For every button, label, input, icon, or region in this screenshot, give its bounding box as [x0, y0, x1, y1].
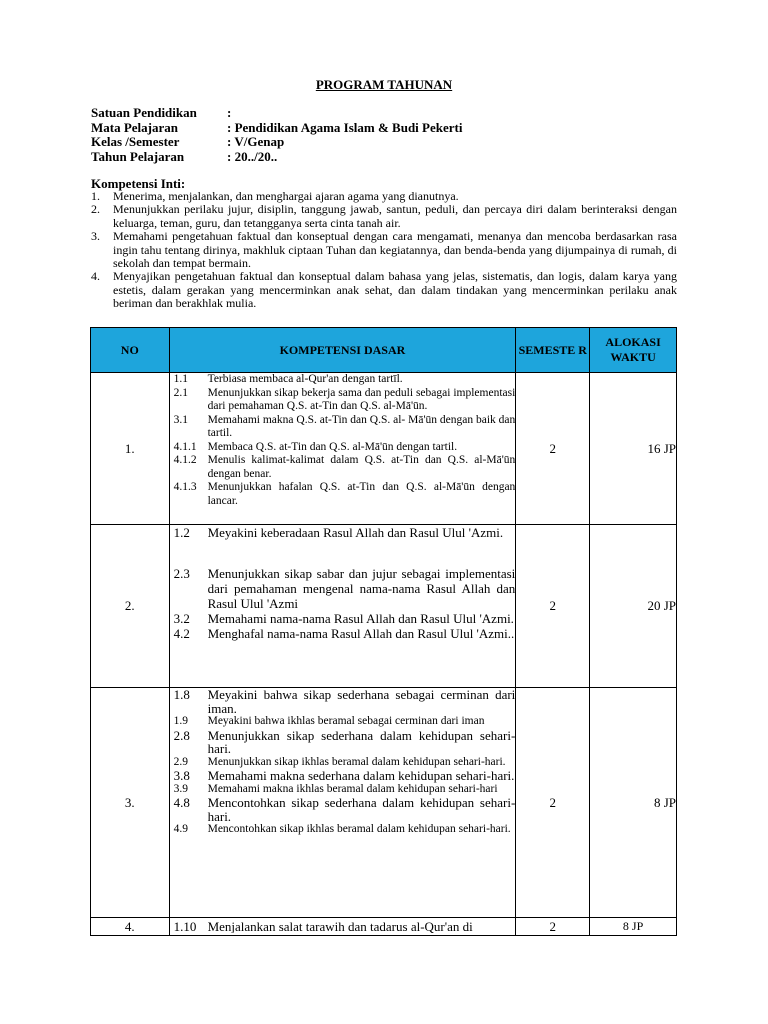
info-value: : V/Genap — [227, 134, 285, 149]
alokasi-value: 20 JP — [590, 525, 677, 688]
kd-item — [170, 729, 516, 756]
kd-text: Meyakini keberadaan Rasul Allah dan Rasul Ulul 'Azmi. — [207, 525, 504, 540]
kd-text: Menunjukkan sikap bekerja sama dan peduli sebagai implementasi dari pemahaman Q.S. at-Tin dan Q.S. al-Mā'ūn. — [207, 386, 516, 412]
info-value: : — [227, 105, 232, 120]
kd-number: 1.2 — [173, 525, 190, 540]
kd-text: Menjalankan salat tarawih dan tadarus al-Qur'an di — [207, 919, 473, 934]
kd-item — [170, 715, 516, 729]
kd-item — [170, 823, 516, 837]
kd-item — [170, 414, 516, 441]
info-value: : 20../20.. — [227, 148, 278, 164]
kd-text: Menunjukkan sikap sederhana dalam kehidupan sehari-hari. — [207, 727, 516, 756]
kd-number: 4.2 — [173, 626, 190, 641]
table-header-row — [91, 328, 677, 373]
header-kompetensi-dasar: KOMPETENSI DASAR — [169, 328, 516, 373]
kompetensi-inti-list — [91, 190, 677, 311]
kd-number: 4.1.1 — [173, 440, 197, 453]
kd-cell — [169, 918, 516, 936]
kd-text: Menunjukkan sikap ikhlas beramal dalam kehidupan sehari-hari. — [207, 755, 506, 768]
kd-number: 2.1 — [173, 386, 188, 399]
kd-number: 3.8 — [173, 768, 190, 783]
kd-item — [170, 769, 516, 783]
info-label: Tahun Pelajaran — [91, 148, 185, 164]
list-number: 2. — [91, 202, 100, 217]
kd-item — [170, 387, 516, 414]
kd-text: Meyakini bahwa ikhlas beramal sebagai cerminan dari iman — [207, 715, 485, 727]
kd-number: 4.1.2 — [173, 454, 197, 466]
row-number: 1. — [91, 373, 170, 525]
kd-item — [170, 920, 516, 934]
kd-item — [170, 796, 516, 823]
list-text: Menyajikan pengetahuan faktual dan konseptual dalam bahasa yang jelas, sistematis, dan logis, dalam karya yang estetis, dalam gerakan yang mencerminkan anak sehat, dan dalam tindakan yang mencerminkan perilaku anak beriman dan berakhlak mulia. — [113, 269, 677, 311]
header-alokasi-waktu: ALOKASI WAKTU — [590, 328, 677, 373]
kd-text: Memahami nama-nama Rasul Allah dan Rasul Ulul 'Azmi. — [207, 611, 514, 626]
info-label: Kelas /Semester — [91, 134, 180, 149]
list-text: Menerima, menjalankan, dan menghargai ajaran agama yang dianutnya. — [113, 189, 459, 203]
kd-item — [170, 566, 516, 611]
kd-text: Mencontohkan sikap ikhlas beramal dalam kehidupan sehari-hari. — [207, 823, 511, 835]
semester-value: 2 — [516, 373, 590, 525]
kd-text: Menghafal nama-nama Rasul Allah dan Rasul Ulul 'Azmi.. — [207, 626, 515, 641]
header-semester: SEMESTE R — [516, 328, 590, 373]
kd-text: Meyakini bahwa sikap sederhana sebagai cerminan dari iman. — [207, 687, 516, 716]
kd-number: 1.10 — [173, 918, 197, 934]
kd-text: Terbiasa membaca al-Qur'an dengan tartīl. — [207, 373, 403, 385]
alokasi-value: 8 JP — [590, 918, 677, 936]
kd-text: Menunjukkan hafalan Q.S. at-Tin dan Q.S. al-Mā'ūn dengan lancar. — [207, 481, 516, 507]
kd-item — [170, 525, 516, 540]
kd-text: Menulis kalimat-kalimat dalam Q.S. at-Tin dan Q.S. al-Mā'ūn dengan benar. — [207, 454, 516, 480]
list-item — [91, 270, 677, 310]
table-row — [91, 525, 677, 688]
info-row — [91, 135, 462, 150]
table-row — [91, 918, 677, 936]
kd-text: Memahami makna ikhlas beramal dalam kehidupan sehari-hari — [207, 782, 498, 795]
kd-text: Memahami makna Q.S. at-Tin dan Q.S. al- Mā'ūn dengan baik dan tartil. — [207, 413, 516, 439]
kd-item — [170, 454, 516, 481]
list-item — [91, 190, 677, 203]
kd-number: 3.1 — [173, 413, 188, 426]
kd-number: 3.2 — [173, 611, 190, 626]
row-number: 3. — [91, 688, 170, 918]
kd-number: 1.1 — [173, 373, 188, 385]
spacer — [170, 540, 516, 566]
info-label: Satuan Pendidikan — [91, 105, 197, 120]
info-label: Mata Pelajaran — [91, 119, 179, 135]
kd-item — [170, 783, 516, 797]
alokasi-value: 16 JP — [590, 373, 677, 525]
list-text: Menunjukkan perilaku jujur, disiplin, tanggung jawab, santun, peduli, dan percaya diri dalam berinteraksi dengan keluarga, teman, guru, dan tetangganya serta cinta tanah air. — [113, 202, 677, 230]
row-number: 4. — [91, 918, 170, 936]
kd-item — [170, 688, 516, 715]
info-row — [91, 106, 462, 121]
table-row — [91, 688, 677, 918]
list-item — [91, 203, 677, 230]
identity-block — [91, 106, 462, 164]
list-number: 4. — [91, 269, 100, 284]
info-row — [91, 150, 462, 165]
info-value: : Pendidikan Agama Islam & Budi Pekerti — [227, 119, 463, 135]
kd-cell — [169, 373, 516, 525]
kd-number: 1.9 — [173, 715, 188, 727]
kd-number: 3.9 — [173, 782, 188, 795]
kd-number: 2.8 — [173, 727, 190, 743]
semester-value: 2 — [516, 918, 590, 936]
list-item — [91, 230, 677, 270]
semester-value: 2 — [516, 525, 590, 688]
alokasi-value: 8 JP — [590, 688, 677, 918]
kompetensi-inti-heading: Kompetensi Inti: — [91, 176, 186, 191]
kd-item — [170, 441, 516, 455]
kd-number: 2.3 — [173, 566, 190, 581]
kd-item — [170, 611, 516, 626]
header-no: NO — [91, 328, 170, 373]
row-number: 2. — [91, 525, 170, 688]
list-text: Memahami pengetahuan faktual dan konseptual dengan cara mengamati, menanya dan mencoba berdasarkan rasa ingin tahu tentang dirinya, makhluk ciptaan Tuhan dan kegiatannya, dan benda-benda yang dijumpainya di rumah, di sekolah dan tempat bermain. — [113, 229, 677, 271]
table-row — [91, 373, 677, 525]
semester-value: 2 — [516, 688, 590, 918]
kd-text: Mencontohkan sikap sederhana dalam kehidupan sehari-hari. — [207, 795, 516, 824]
kd-text: Memahami makna sederhana dalam kehidupan sehari-hari. — [207, 768, 515, 783]
kd-number: 1.8 — [173, 687, 190, 702]
kd-text: Membaca Q.S. at-Tin dan Q.S. al-Mā'ūn dengan tartil. — [207, 440, 458, 453]
kd-number: 4.1.3 — [173, 481, 197, 493]
kd-item — [170, 626, 516, 641]
page-title: PROGRAM TAHUNAN — [315, 77, 453, 92]
list-number: 3. — [91, 229, 100, 244]
kd-number: 4.9 — [173, 823, 188, 835]
kd-cell — [169, 688, 516, 918]
kd-item — [170, 481, 516, 508]
kd-number: 2.9 — [173, 755, 188, 768]
kd-cell — [169, 525, 516, 688]
list-number: 1. — [91, 189, 100, 203]
kd-item — [170, 756, 516, 770]
kd-text: Menunjukkan sikap sabar dan jujur sebagai implementasi dari pemahaman mengenal nama-nama Rasul Allah dan Rasul Ulul 'Azmi — [207, 566, 516, 611]
info-row — [91, 121, 462, 136]
kd-number: 4.8 — [173, 795, 190, 810]
kd-item — [170, 373, 516, 387]
kompetensi-dasar-table — [90, 327, 677, 936]
